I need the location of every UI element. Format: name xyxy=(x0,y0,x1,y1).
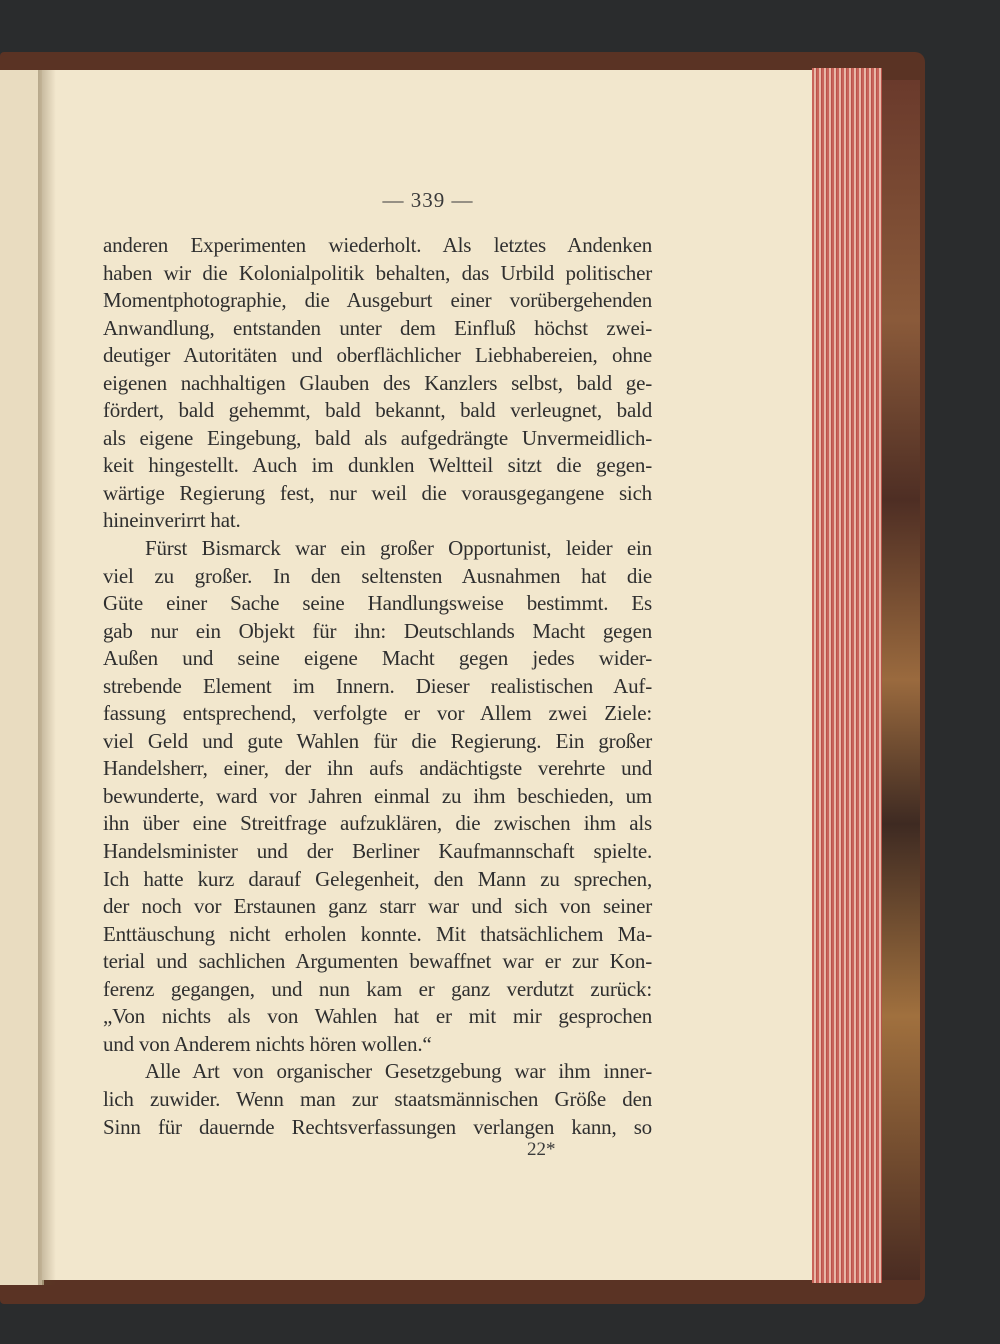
text-line: ihn über eine Streitfrage aufzuklären, die zwischen ihm als xyxy=(103,811,652,836)
text-line: haben wir die Kolonialpolitik behalten, das Urbild politischer xyxy=(103,260,652,285)
text-line: Fürst Bismarck war ein großer Opportunist, leider ein xyxy=(145,536,652,561)
text-line: terial und sachlichen Argumenten bewaffnet war er zur Kon- xyxy=(103,949,652,974)
text-line: eigenen nachhaltigen Glauben des Kanzlers selbst, bald ge- xyxy=(103,370,652,395)
text-line: Außen und seine eigene Macht gegen jedes wider- xyxy=(103,646,652,671)
text-line: der noch vor Erstaunen ganz starr war und sich von seiner xyxy=(103,894,652,919)
text-line: bewunderte, ward vor Jahren einmal zu ihm beschieden, um xyxy=(103,783,652,808)
text-line: und von Anderem nichts hören wollen.“ xyxy=(103,1031,432,1056)
text-line: ferenz gegangen, und nun kam er ganz verdutzt zurück: xyxy=(103,976,652,1001)
text-line: gab nur ein Objekt für ihn: Deutschlands Macht gegen xyxy=(103,618,652,643)
text-line: viel zu großer. In den seltensten Ausnahmen hat die xyxy=(103,563,652,588)
text-line: lich zuwider. Wenn man zur staatsmännischen Größe den xyxy=(103,1086,652,1111)
spine-shadow xyxy=(38,70,56,1285)
page-edges xyxy=(812,68,882,1283)
text-line: Momentphotographie, die Ausgeburt einer vorübergehenden xyxy=(103,288,652,313)
text-line: fördert, bald gehemmt, bald bekannt, bald verleugnet, bald xyxy=(103,398,652,423)
text-line: anderen Experimenten wiederholt. Als letztes Andenken xyxy=(103,233,652,257)
text-line: strebende Element im Innern. Dieser realistischen Auf- xyxy=(103,673,652,698)
text-line: viel Geld und gute Wahlen für die Regierung. Ein großer xyxy=(103,728,652,753)
text-line: Handelsherr, einer, der ihn aufs andächtigste verehrte und xyxy=(103,756,652,781)
body-text xyxy=(103,232,652,1141)
text-line: Ich hatte kurz darauf Gelegenheit, den Mann zu sprechen, xyxy=(103,866,652,891)
text-line: wärtige Regierung fest, nur weil die vorausgegangene sich xyxy=(103,480,652,505)
text-line: deutiger Autoritäten und oberflächlicher Liebhabereien, ohne xyxy=(103,343,652,368)
text-line: fassung entsprechend, verfolgte er vor Allem zwei Ziele: xyxy=(103,701,652,726)
text-line: Sinn für dauernde Rechtsverfassungen verlangen kann, so xyxy=(103,1114,652,1139)
marbled-cover-edge xyxy=(882,80,920,1280)
text-line: „Von nichts als von Wahlen hat er mit mir gesprochen xyxy=(103,1004,652,1029)
signature-mark: 22* xyxy=(527,1139,556,1160)
text-line: Güte einer Sache seine Handlungsweise bestimmt. Es xyxy=(103,591,652,616)
text-line: Handelsminister und der Berliner Kaufmannschaft spielte. xyxy=(103,839,652,864)
text-line: hineinverirrt hat. xyxy=(103,508,241,533)
text-line: als eigene Eingebung, bald als aufgedrängte Unvermeidlich- xyxy=(103,425,652,450)
text-line: Enttäuschung nicht erholen konnte. Mit thatsächlichem Ma- xyxy=(103,921,652,946)
page-number: — 339 — xyxy=(382,188,474,212)
text-line: Anwandlung, entstanden unter dem Einfluß höchst zwei- xyxy=(103,315,652,340)
text-line: keit hingestellt. Auch im dunklen Weltteil sitzt die gegen- xyxy=(103,453,652,478)
text-line: Alle Art von organischer Gesetzgebung war ihm inner- xyxy=(145,1059,652,1084)
